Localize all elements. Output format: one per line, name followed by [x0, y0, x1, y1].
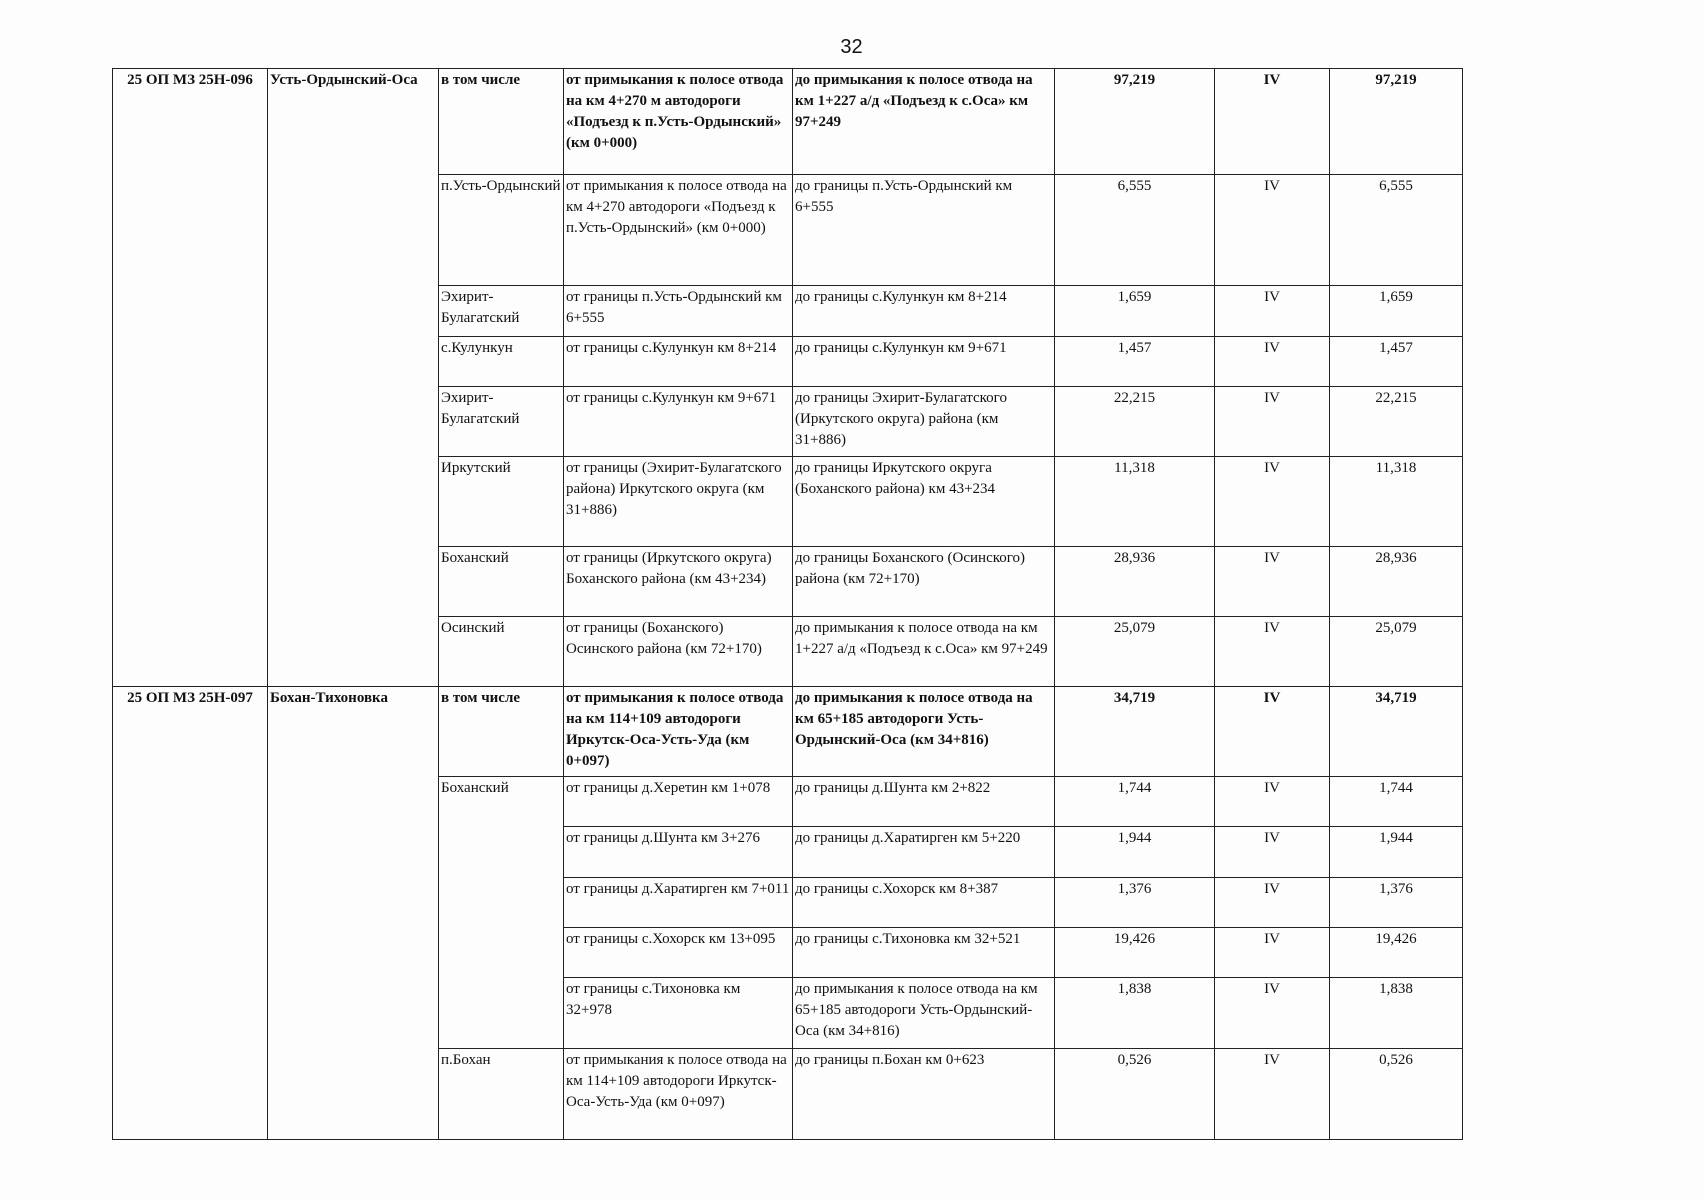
segment-length: 34,719: [1055, 687, 1215, 777]
segment-category: IV: [1215, 547, 1330, 617]
segment-total: 11,318: [1330, 457, 1463, 547]
segment-from: от границы п.Усть-Ордынский км 6+555: [564, 286, 793, 337]
road-code: 25 ОП МЗ 25Н-096: [113, 69, 268, 687]
segment-from: от границы д.Шунта км 3+276: [564, 827, 793, 878]
table-row: [113, 69, 1463, 175]
segment-from: от границы (Эхирит-Булагатского района) Иркутского округа (км 31+886): [564, 457, 793, 547]
segment-total: 28,936: [1330, 547, 1463, 617]
segment-to: до примыкания к полосе отвода на км 1+227 а/д «Подъезд к с.Оса» км 97+249: [793, 617, 1055, 687]
segment-length: 1,944: [1055, 827, 1215, 878]
segment-total: 0,526: [1330, 1049, 1463, 1140]
segment-length: 19,426: [1055, 928, 1215, 978]
segment-from: от примыкания к полосе отвода на км 4+270 м автодороги «Подъезд к п.Усть-Ордынский» (км 0+000): [564, 69, 793, 175]
segment-from: от границы (Боханского) Осинского района (км 72+170): [564, 617, 793, 687]
segment-total: 1,659: [1330, 286, 1463, 337]
segment-length: 1,457: [1055, 337, 1215, 387]
roads-table: [112, 68, 1463, 1140]
segment-category: IV: [1215, 1049, 1330, 1140]
segment-district: Иркутский: [439, 457, 564, 547]
segment-from: от границы с.Кулункун км 9+671: [564, 387, 793, 457]
segment-district: Эхирит-Булагатский: [439, 387, 564, 457]
table-row: [113, 687, 1463, 777]
segment-to: до примыкания к полосе отвода на км 65+185 автодороги Усть-Ордынский-Оса (км 34+816): [793, 687, 1055, 777]
segment-total: 1,838: [1330, 978, 1463, 1049]
segment-district: в том числе: [439, 69, 564, 175]
segment-to: до границы Боханского (Осинского) района (км 72+170): [793, 547, 1055, 617]
segment-category: IV: [1215, 617, 1330, 687]
segment-category: IV: [1215, 687, 1330, 777]
segment-length: 1,744: [1055, 777, 1215, 827]
segment-total: 1,744: [1330, 777, 1463, 827]
segment-category: IV: [1215, 387, 1330, 457]
segment-district: п.Бохан: [439, 1049, 564, 1140]
segment-from: от границы с.Кулункун км 8+214: [564, 337, 793, 387]
segment-total: 6,555: [1330, 175, 1463, 286]
segment-category: IV: [1215, 978, 1330, 1049]
segment-length: 0,526: [1055, 1049, 1215, 1140]
road-name: Бохан-Тихоновка: [268, 687, 439, 1140]
segment-to: до границы Иркутского округа (Боханского района) км 43+234: [793, 457, 1055, 547]
segment-district: Боханский: [439, 777, 564, 1049]
segment-to: до границы д.Харатирген км 5+220: [793, 827, 1055, 878]
road-code: 25 ОП МЗ 25Н-097: [113, 687, 268, 1140]
segment-district: в том числе: [439, 687, 564, 777]
segment-from: от примыкания к полосе отвода на км 114+109 автодороги Иркутск-Оса-Усть-Уда (км 0+097): [564, 687, 793, 777]
segment-length: 1,376: [1055, 878, 1215, 928]
segment-total: 19,426: [1330, 928, 1463, 978]
segment-district: Осинский: [439, 617, 564, 687]
segment-to: до границы п.Усть-Ордынский км 6+555: [793, 175, 1055, 286]
segment-from: от примыкания к полосе отвода на км 4+270 автодороги «Подъезд к п.Усть-Ордынский» (км 0+000): [564, 175, 793, 286]
segment-length: 97,219: [1055, 69, 1215, 175]
segment-from: от примыкания к полосе отвода на км 114+109 автодороги Иркутск-Оса-Усть-Уда (км 0+097): [564, 1049, 793, 1140]
segment-length: 1,659: [1055, 286, 1215, 337]
segment-total: 97,219: [1330, 69, 1463, 175]
segment-from: от границы с.Хохорск км 13+095: [564, 928, 793, 978]
segment-to: до границы Эхирит-Булагатского (Иркутского округа) района (км 31+886): [793, 387, 1055, 457]
segment-total: 25,079: [1330, 617, 1463, 687]
segment-from: от границы с.Тихоновка км 32+978: [564, 978, 793, 1049]
segment-to: до границы п.Бохан км 0+623: [793, 1049, 1055, 1140]
segment-to: до границы с.Хохорск км 8+387: [793, 878, 1055, 928]
segment-category: IV: [1215, 878, 1330, 928]
segment-to: до примыкания к полосе отвода на км 1+227 а/д «Подъезд к с.Оса» км 97+249: [793, 69, 1055, 175]
segment-length: 1,838: [1055, 978, 1215, 1049]
segment-length: 11,318: [1055, 457, 1215, 547]
segment-total: 1,457: [1330, 337, 1463, 387]
segment-total: 34,719: [1330, 687, 1463, 777]
segment-category: IV: [1215, 457, 1330, 547]
segment-length: 6,555: [1055, 175, 1215, 286]
segment-to: до границы д.Шунта км 2+822: [793, 777, 1055, 827]
segment-category: IV: [1215, 928, 1330, 978]
segment-category: IV: [1215, 337, 1330, 387]
page-number: 32: [840, 36, 863, 58]
segment-length: 22,215: [1055, 387, 1215, 457]
segment-district: п.Усть-Ордынский: [439, 175, 564, 286]
segment-district: с.Кулункун: [439, 337, 564, 387]
segment-category: IV: [1215, 777, 1330, 827]
segment-total: 1,944: [1330, 827, 1463, 878]
segment-from: от границы д.Харатирген км 7+011: [564, 878, 793, 928]
segment-district: Боханский: [439, 547, 564, 617]
segment-length: 25,079: [1055, 617, 1215, 687]
segment-to: до границы с.Кулункун км 9+671: [793, 337, 1055, 387]
segment-total: 22,215: [1330, 387, 1463, 457]
segment-district: Эхирит-Булагатский: [439, 286, 564, 337]
segment-to: до границы с.Кулункун км 8+214: [793, 286, 1055, 337]
road-name: Усть-Ордынский-Оса: [268, 69, 439, 687]
segment-category: IV: [1215, 69, 1330, 175]
segment-length: 28,936: [1055, 547, 1215, 617]
segment-total: 1,376: [1330, 878, 1463, 928]
segment-to: до границы с.Тихоновка км 32+521: [793, 928, 1055, 978]
segment-category: IV: [1215, 175, 1330, 286]
segment-category: IV: [1215, 827, 1330, 878]
segment-to: до примыкания к полосе отвода на км 65+185 автодороги Усть-Ордынский-Оса (км 34+816): [793, 978, 1055, 1049]
segment-from: от границы д.Херетин км 1+078: [564, 777, 793, 827]
segment-category: IV: [1215, 286, 1330, 337]
segment-from: от границы (Иркутского округа) Боханского района (км 43+234): [564, 547, 793, 617]
